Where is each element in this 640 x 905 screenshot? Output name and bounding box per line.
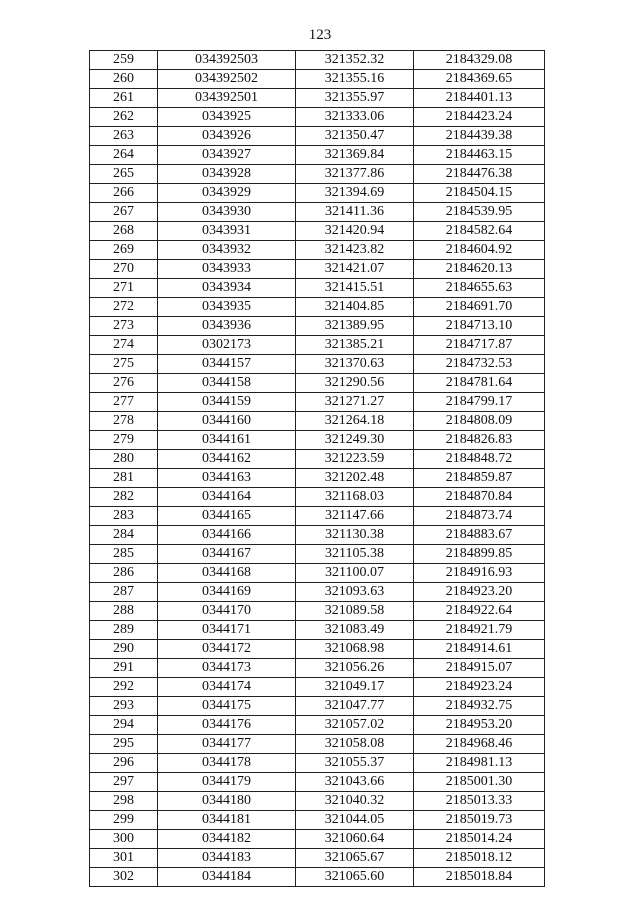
point-number-cell: 269 xyxy=(90,241,158,260)
table-row xyxy=(90,51,545,70)
point-number-cell: 270 xyxy=(90,260,158,279)
x-coordinate-cell: 321056.26 xyxy=(296,659,414,678)
point-code-cell: 0344162 xyxy=(158,450,296,469)
y-coordinate-cell: 2184914.61 xyxy=(414,640,545,659)
x-coordinate-cell: 321290.56 xyxy=(296,374,414,393)
y-coordinate-cell: 2184968.46 xyxy=(414,735,545,754)
table-row xyxy=(90,241,545,260)
y-coordinate-cell: 2184463.15 xyxy=(414,146,545,165)
y-coordinate-cell: 2185014.24 xyxy=(414,830,545,849)
table-row xyxy=(90,317,545,336)
point-number-cell: 267 xyxy=(90,203,158,222)
x-coordinate-cell: 321105.38 xyxy=(296,545,414,564)
table-row xyxy=(90,621,545,640)
point-code-cell: 0344178 xyxy=(158,754,296,773)
coordinates-table xyxy=(89,50,545,887)
table-row xyxy=(90,298,545,317)
table-row xyxy=(90,697,545,716)
x-coordinate-cell: 321130.38 xyxy=(296,526,414,545)
point-number-cell: 276 xyxy=(90,374,158,393)
y-coordinate-cell: 2184870.84 xyxy=(414,488,545,507)
table-row xyxy=(90,830,545,849)
y-coordinate-cell: 2184953.20 xyxy=(414,716,545,735)
x-coordinate-cell: 321415.51 xyxy=(296,279,414,298)
point-number-cell: 283 xyxy=(90,507,158,526)
x-coordinate-cell: 321060.64 xyxy=(296,830,414,849)
point-code-cell: 0344172 xyxy=(158,640,296,659)
point-number-cell: 299 xyxy=(90,811,158,830)
point-code-cell: 0344183 xyxy=(158,849,296,868)
y-coordinate-cell: 2184620.13 xyxy=(414,260,545,279)
table-row xyxy=(90,868,545,887)
table-row xyxy=(90,811,545,830)
x-coordinate-cell: 321168.03 xyxy=(296,488,414,507)
y-coordinate-cell: 2184539.95 xyxy=(414,203,545,222)
table-row xyxy=(90,336,545,355)
table-row xyxy=(90,488,545,507)
point-code-cell: 0344182 xyxy=(158,830,296,849)
table-row xyxy=(90,431,545,450)
point-number-cell: 297 xyxy=(90,773,158,792)
table-row xyxy=(90,526,545,545)
point-number-cell: 301 xyxy=(90,849,158,868)
table-row xyxy=(90,678,545,697)
point-code-cell: 0344184 xyxy=(158,868,296,887)
y-coordinate-cell: 2184691.70 xyxy=(414,298,545,317)
y-coordinate-cell: 2184423.24 xyxy=(414,108,545,127)
point-code-cell: 0344160 xyxy=(158,412,296,431)
point-code-cell: 0344174 xyxy=(158,678,296,697)
x-coordinate-cell: 321411.36 xyxy=(296,203,414,222)
y-coordinate-cell: 2184915.07 xyxy=(414,659,545,678)
point-code-cell: 0343934 xyxy=(158,279,296,298)
table-row xyxy=(90,792,545,811)
table-row xyxy=(90,659,545,678)
y-coordinate-cell: 2184401.13 xyxy=(414,89,545,108)
y-coordinate-cell: 2185013.33 xyxy=(414,792,545,811)
x-coordinate-cell: 321420.94 xyxy=(296,222,414,241)
table-row xyxy=(90,450,545,469)
point-number-cell: 288 xyxy=(90,602,158,621)
point-code-cell: 0344166 xyxy=(158,526,296,545)
y-coordinate-cell: 2184717.87 xyxy=(414,336,545,355)
y-coordinate-cell: 2184604.92 xyxy=(414,241,545,260)
point-code-cell: 0344181 xyxy=(158,811,296,830)
point-number-cell: 261 xyxy=(90,89,158,108)
y-coordinate-cell: 2184981.13 xyxy=(414,754,545,773)
point-code-cell: 0343925 xyxy=(158,108,296,127)
y-coordinate-cell: 2184923.20 xyxy=(414,583,545,602)
point-number-cell: 274 xyxy=(90,336,158,355)
y-coordinate-cell: 2184922.64 xyxy=(414,602,545,621)
x-coordinate-cell: 321049.17 xyxy=(296,678,414,697)
x-coordinate-cell: 321055.37 xyxy=(296,754,414,773)
point-number-cell: 292 xyxy=(90,678,158,697)
point-number-cell: 278 xyxy=(90,412,158,431)
point-number-cell: 295 xyxy=(90,735,158,754)
y-coordinate-cell: 2184781.64 xyxy=(414,374,545,393)
point-number-cell: 289 xyxy=(90,621,158,640)
x-coordinate-cell: 321202.48 xyxy=(296,469,414,488)
y-coordinate-cell: 2184826.83 xyxy=(414,431,545,450)
point-number-cell: 281 xyxy=(90,469,158,488)
y-coordinate-cell: 2184873.74 xyxy=(414,507,545,526)
point-code-cell: 0343933 xyxy=(158,260,296,279)
x-coordinate-cell: 321350.47 xyxy=(296,127,414,146)
point-number-cell: 271 xyxy=(90,279,158,298)
point-number-cell: 302 xyxy=(90,868,158,887)
point-number-cell: 287 xyxy=(90,583,158,602)
point-code-cell: 0343926 xyxy=(158,127,296,146)
table-row xyxy=(90,583,545,602)
point-code-cell: 0344177 xyxy=(158,735,296,754)
x-coordinate-cell: 321249.30 xyxy=(296,431,414,450)
table-row xyxy=(90,260,545,279)
point-code-cell: 0343936 xyxy=(158,317,296,336)
point-number-cell: 262 xyxy=(90,108,158,127)
point-code-cell: 0344169 xyxy=(158,583,296,602)
table-row xyxy=(90,640,545,659)
point-number-cell: 277 xyxy=(90,393,158,412)
y-coordinate-cell: 2184369.65 xyxy=(414,70,545,89)
point-code-cell: 0344176 xyxy=(158,716,296,735)
table-row xyxy=(90,393,545,412)
x-coordinate-cell: 321147.66 xyxy=(296,507,414,526)
table-row xyxy=(90,146,545,165)
y-coordinate-cell: 2184899.85 xyxy=(414,545,545,564)
table-row xyxy=(90,355,545,374)
y-coordinate-cell: 2184799.17 xyxy=(414,393,545,412)
x-coordinate-cell: 321100.07 xyxy=(296,564,414,583)
x-coordinate-cell: 321264.18 xyxy=(296,412,414,431)
point-code-cell: 0344163 xyxy=(158,469,296,488)
point-code-cell: 0343932 xyxy=(158,241,296,260)
x-coordinate-cell: 321068.98 xyxy=(296,640,414,659)
y-coordinate-cell: 2184859.87 xyxy=(414,469,545,488)
point-number-cell: 272 xyxy=(90,298,158,317)
point-number-cell: 259 xyxy=(90,51,158,70)
table-row xyxy=(90,564,545,583)
x-coordinate-cell: 321043.66 xyxy=(296,773,414,792)
table-row xyxy=(90,70,545,89)
y-coordinate-cell: 2184883.67 xyxy=(414,526,545,545)
x-coordinate-cell: 321057.02 xyxy=(296,716,414,735)
point-code-cell: 0343935 xyxy=(158,298,296,317)
table-row xyxy=(90,374,545,393)
point-number-cell: 296 xyxy=(90,754,158,773)
point-code-cell: 0344164 xyxy=(158,488,296,507)
table-row xyxy=(90,89,545,108)
point-code-cell: 034392502 xyxy=(158,70,296,89)
y-coordinate-cell: 2184655.63 xyxy=(414,279,545,298)
point-number-cell: 264 xyxy=(90,146,158,165)
point-code-cell: 0344158 xyxy=(158,374,296,393)
x-coordinate-cell: 321271.27 xyxy=(296,393,414,412)
x-coordinate-cell: 321421.07 xyxy=(296,260,414,279)
x-coordinate-cell: 321369.84 xyxy=(296,146,414,165)
point-number-cell: 290 xyxy=(90,640,158,659)
point-code-cell: 0344171 xyxy=(158,621,296,640)
point-code-cell: 034392503 xyxy=(158,51,296,70)
point-code-cell: 0343930 xyxy=(158,203,296,222)
point-code-cell: 0344179 xyxy=(158,773,296,792)
point-code-cell: 0344167 xyxy=(158,545,296,564)
x-coordinate-cell: 321223.59 xyxy=(296,450,414,469)
point-number-cell: 275 xyxy=(90,355,158,374)
point-code-cell: 0344170 xyxy=(158,602,296,621)
table-row xyxy=(90,773,545,792)
point-number-cell: 285 xyxy=(90,545,158,564)
point-number-cell: 265 xyxy=(90,165,158,184)
point-number-cell: 291 xyxy=(90,659,158,678)
table-row xyxy=(90,754,545,773)
point-code-cell: 0344168 xyxy=(158,564,296,583)
x-coordinate-cell: 321089.58 xyxy=(296,602,414,621)
x-coordinate-cell: 321394.69 xyxy=(296,184,414,203)
point-number-cell: 280 xyxy=(90,450,158,469)
y-coordinate-cell: 2184582.64 xyxy=(414,222,545,241)
x-coordinate-cell: 321065.60 xyxy=(296,868,414,887)
table-row xyxy=(90,849,545,868)
y-coordinate-cell: 2185018.12 xyxy=(414,849,545,868)
x-coordinate-cell: 321058.08 xyxy=(296,735,414,754)
y-coordinate-cell: 2184329.08 xyxy=(414,51,545,70)
point-number-cell: 284 xyxy=(90,526,158,545)
point-code-cell: 0344175 xyxy=(158,697,296,716)
x-coordinate-cell: 321047.77 xyxy=(296,697,414,716)
page-number: 123 xyxy=(308,27,332,43)
x-coordinate-cell: 321352.32 xyxy=(296,51,414,70)
coordinates-table-body xyxy=(90,51,545,887)
point-code-cell: 0344173 xyxy=(158,659,296,678)
table-row xyxy=(90,602,545,621)
x-coordinate-cell: 321404.85 xyxy=(296,298,414,317)
y-coordinate-cell: 2184732.53 xyxy=(414,355,545,374)
point-number-cell: 286 xyxy=(90,564,158,583)
x-coordinate-cell: 321044.05 xyxy=(296,811,414,830)
table-row xyxy=(90,184,545,203)
table-row xyxy=(90,127,545,146)
x-coordinate-cell: 321093.63 xyxy=(296,583,414,602)
y-coordinate-cell: 2184713.10 xyxy=(414,317,545,336)
x-coordinate-cell: 321040.32 xyxy=(296,792,414,811)
y-coordinate-cell: 2184923.24 xyxy=(414,678,545,697)
y-coordinate-cell: 2184848.72 xyxy=(414,450,545,469)
y-coordinate-cell: 2185001.30 xyxy=(414,773,545,792)
table-row xyxy=(90,469,545,488)
point-code-cell: 034392501 xyxy=(158,89,296,108)
table-row xyxy=(90,222,545,241)
point-number-cell: 268 xyxy=(90,222,158,241)
table-row xyxy=(90,279,545,298)
x-coordinate-cell: 321333.06 xyxy=(296,108,414,127)
table-row xyxy=(90,108,545,127)
point-code-cell: 0343928 xyxy=(158,165,296,184)
table-row xyxy=(90,545,545,564)
point-number-cell: 298 xyxy=(90,792,158,811)
y-coordinate-cell: 2184932.75 xyxy=(414,697,545,716)
point-code-cell: 0344159 xyxy=(158,393,296,412)
table-row xyxy=(90,203,545,222)
y-coordinate-cell: 2185018.84 xyxy=(414,868,545,887)
x-coordinate-cell: 321370.63 xyxy=(296,355,414,374)
x-coordinate-cell: 321083.49 xyxy=(296,621,414,640)
y-coordinate-cell: 2184921.79 xyxy=(414,621,545,640)
point-number-cell: 266 xyxy=(90,184,158,203)
point-code-cell: 0343929 xyxy=(158,184,296,203)
y-coordinate-cell: 2184504.15 xyxy=(414,184,545,203)
table-row xyxy=(90,735,545,754)
point-code-cell: 0344161 xyxy=(158,431,296,450)
y-coordinate-cell: 2184916.93 xyxy=(414,564,545,583)
point-code-cell: 0343927 xyxy=(158,146,296,165)
point-code-cell: 0344157 xyxy=(158,355,296,374)
x-coordinate-cell: 321065.67 xyxy=(296,849,414,868)
point-number-cell: 293 xyxy=(90,697,158,716)
point-number-cell: 294 xyxy=(90,716,158,735)
point-code-cell: 0302173 xyxy=(158,336,296,355)
table-row xyxy=(90,716,545,735)
point-number-cell: 282 xyxy=(90,488,158,507)
point-number-cell: 279 xyxy=(90,431,158,450)
y-coordinate-cell: 2185019.73 xyxy=(414,811,545,830)
y-coordinate-cell: 2184476.38 xyxy=(414,165,545,184)
y-coordinate-cell: 2184439.38 xyxy=(414,127,545,146)
x-coordinate-cell: 321355.16 xyxy=(296,70,414,89)
point-code-cell: 0344165 xyxy=(158,507,296,526)
x-coordinate-cell: 321389.95 xyxy=(296,317,414,336)
point-code-cell: 0344180 xyxy=(158,792,296,811)
x-coordinate-cell: 321377.86 xyxy=(296,165,414,184)
x-coordinate-cell: 321423.82 xyxy=(296,241,414,260)
table-row xyxy=(90,507,545,526)
point-number-cell: 260 xyxy=(90,70,158,89)
y-coordinate-cell: 2184808.09 xyxy=(414,412,545,431)
x-coordinate-cell: 321355.97 xyxy=(296,89,414,108)
table-row xyxy=(90,165,545,184)
point-code-cell: 0343931 xyxy=(158,222,296,241)
point-number-cell: 273 xyxy=(90,317,158,336)
point-number-cell: 300 xyxy=(90,830,158,849)
point-number-cell: 263 xyxy=(90,127,158,146)
x-coordinate-cell: 321385.21 xyxy=(296,336,414,355)
table-row xyxy=(90,412,545,431)
